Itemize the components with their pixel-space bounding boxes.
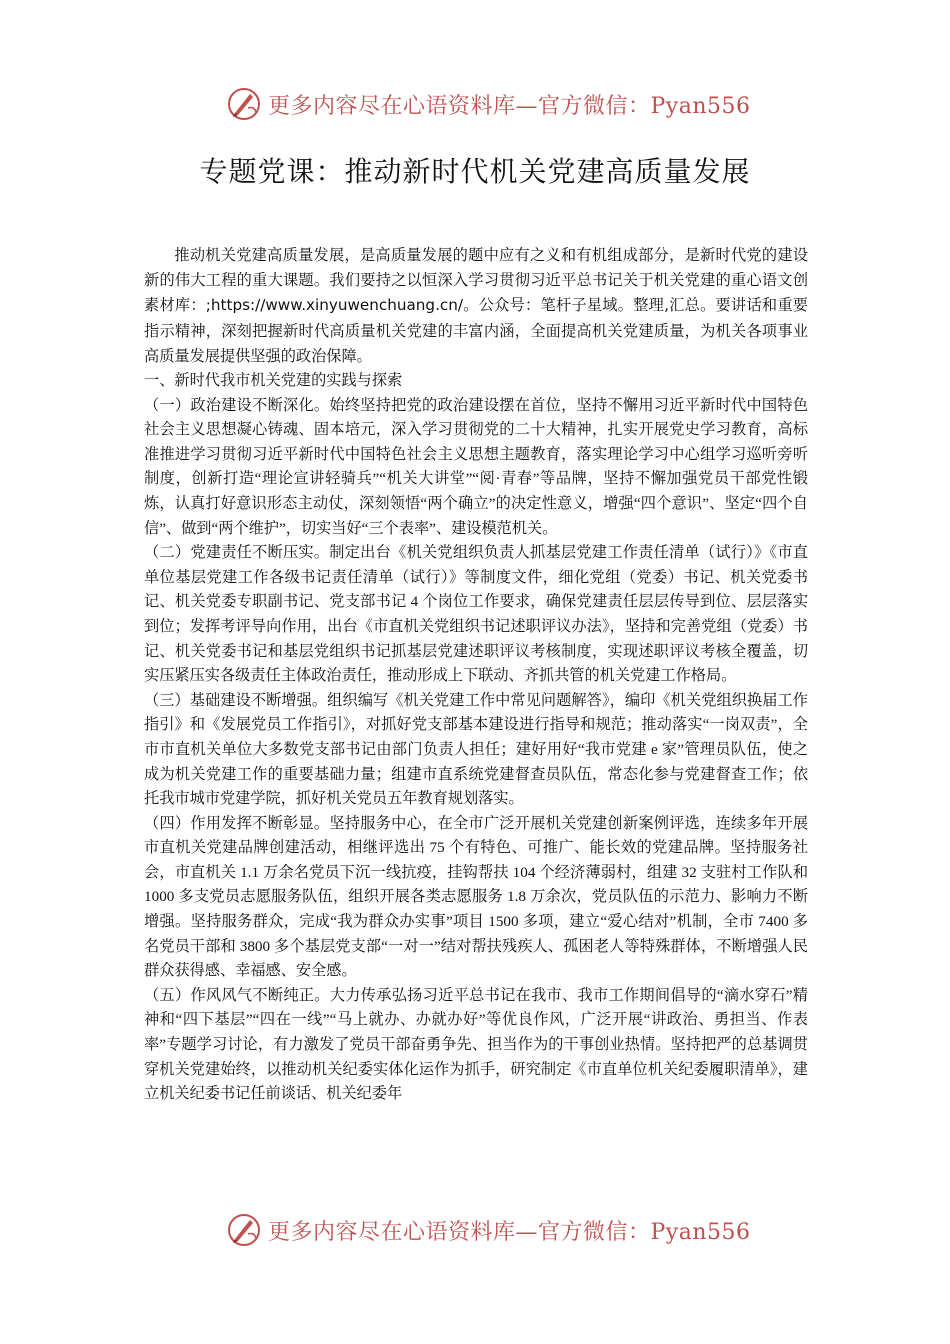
body-paragraph: （二）党建责任不断压实。制定出台《机关党组织负责人抓基层党建工作责任清单（试行）》《市直单位基层党建工作各级书记责任清单（试行）》等制度文件，细化党组（党委）书记、机关党委书记、机关党委专职副书记、党支部书记 4 个岗位工作要求，确保党建责任层层传导到位、层层落实到位；发挥考评导向作用，出台《市直机关党组织书记述职评议办法》，坚持和完善党组（党委）书记、机关党委书记和基层党组织书记抓基层党建述职评议考核制度，实现述职评议考核全覆盖，切实压紧压实各级责任主体政治责任，推动形成上下联动、齐抓共管的机关党建工作格局。: [144, 544, 808, 685]
banner-text: 更多内容尽在心语资料库—官方微信：Pyan556: [268, 93, 751, 119]
section-heading: 一、新时代我市机关党建的实践与探索: [144, 372, 403, 390]
logo-icon: [226, 1212, 262, 1248]
body-paragraph: （五）作风风气不断纯正。大力传承弘扬习近平总书记在我市、我市工作期间倡导的“滴水穿石”精神和“四下基层”“四在一线”“马上就办、办就办好”等优良作风，广泛开展“讲政治、勇担当、作表率”专题学习讨论，有力激发了党员干部奋勇争先、担当作为的干事创业热情。坚持把严的总基调贯穿机关党建始终，以推动机关纪委实体化运作为抓手，研究制定《市直单位机关纪委履职清单》，建立机关纪委书记任前谈话、机关纪委年: [144, 986, 808, 1103]
body-paragraph: （三）基础建设不断增强。组织编写《机关党建工作中常见问题解答》，编印《机关党组织换届工作指引》和《发展党员工作指引》，对抓好党支部基本建设进行指导和规范；推动落实“一岗双责”，全市市直机关单位大多数党支部书记由部门负责人担任；建好用好“我市党建 e 家”管理员队伍，使之成为机关党建工作的重要基础力量；组建市直系统党建督查员队伍，常态化参与党建督查工作；依托我市城市党建学院，抓好机关党员五年教育规划落实。: [144, 691, 808, 808]
header-banner: [226, 86, 751, 122]
document-body: [144, 243, 808, 1107]
banner-text: 更多内容尽在心语资料库—官方微信：Pyan556: [268, 1219, 751, 1245]
footer-banner: [226, 1212, 751, 1248]
intro-paragraph: 推动机关党建高质量发展，是高质量发展的题中应有之义和有机组成部分，是新时代党的建设新的伟大工程的重大课题。我们要持之以恒深入学习贯彻习近平总书记关于机关党建的重心语文创素材库：;https://www.xinyuwenchuang.cn/。公众号：笔杆子星域。整理,汇总。要讲话和重要指示精神，深刻把握新时代高质量机关党建的丰富内涵，全面提高机关党建质量，为机关各项事业高质量发展提供坚强的政治保障。: [144, 246, 808, 365]
logo-icon: [226, 86, 262, 122]
page-title: 专题党课：推动新时代机关党建高质量发展: [199, 155, 751, 188]
body-paragraph: （四）作用发挥不断彰显。坚持服务中心，在全市广泛开展机关党建创新案例评选，连续多年开展市直机关党建品牌创建活动，相继评选出 75 个有特色、可推广、能长效的党建品牌。坚持服务社会，市直机关 1.1 万余名党员下沉一线抗疫，挂钩帮扶 104 个经济薄弱村，组建 32 支驻村工作队和 1000 多支党员志愿服务队伍，组织开展各类志愿服务 1.8 万余次，党员队伍的示范力、影响力不断增强。坚持服务群众，完成“我为群众办实事”项目 1500 多项，建立“爱心结对”机制，全市 7400 多名党员干部和 3800 多个基层党支部“一对一”结对帮扶残疾人、孤困老人等特殊群体，不断增强人民群众获得感、幸福感、安全感。: [144, 814, 808, 980]
body-paragraph: （一）政治建设不断深化。始终坚持把党的政治建设摆在首位，坚持不懈用习近平新时代中国特色社会主义思想凝心铸魂、固本培元，深入学习贯彻党的二十大精神，扎实开展党史学习教育，高标准推进学习贯彻习近平新时代中国特色社会主义思想主题教育，落实理论学习中心组学习巡听旁听制度，创新打造“理论宣讲轻骑兵”“机关大讲堂”“阅·青春”等品牌，坚持不懈加强党员干部党性锻炼，认真打好意识形态主动仗，深刻领悟“两个确立”的决定性意义，增强“四个意识”、坚定“四个自信”、做到“两个维护”，切实当好“三个表率”、建设模范机关。: [144, 396, 808, 537]
